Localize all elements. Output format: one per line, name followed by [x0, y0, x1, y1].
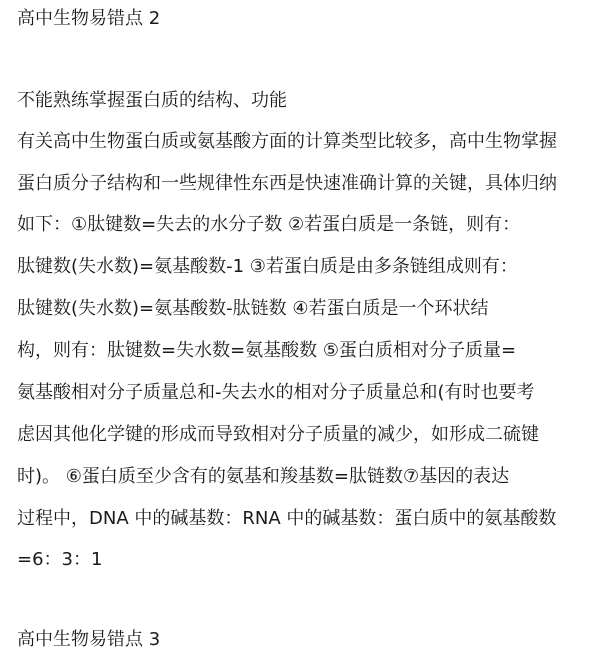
body-line: 虑因其他化学键的形成而导致相对分子质量的减少，如形成二硫键 — [17, 424, 539, 445]
body-line: 时)。 ⑥蛋白质至少含有的氨基和羧基数=肽链数⑦基因的表达 — [17, 466, 510, 487]
body-line: 蛋白质分子结构和一些规律性东西是快速准确计算的关键，具体归纳 — [17, 173, 557, 194]
body-line: 有关高中生物蛋白质或氨基酸方面的计算类型比较多，高中生物掌握 — [17, 131, 557, 152]
body-line: 构，则有：肽键数=失水数=氨基酸数 ⑤蛋白质相对分子质量= — [17, 340, 517, 361]
page-title: 高中生物易错点 2 — [17, 8, 161, 29]
next-section-title: 高中生物易错点 3 — [17, 629, 161, 650]
body-line: 如下：①肽键数=失去的水分子数 ②若蛋白质是一条链，则有： — [17, 214, 521, 235]
section-heading: 不能熟练掌握蛋白质的结构、功能 — [17, 90, 287, 111]
body-line: 肽键数(失水数)=氨基酸数-肽链数 ④若蛋白质是一个环状结 — [17, 298, 489, 319]
body-line: =6：3：1 — [17, 549, 103, 570]
body-line: 肽键数(失水数)=氨基酸数-1 ③若蛋白质是由多条链组成则有： — [17, 256, 518, 277]
body-line: 过程中，DNA 中的碱基数：RNA 中的碱基数：蛋白质中的氨基酸数 — [17, 508, 557, 529]
body-line: 氨基酸相对分子质量总和-失去水的相对分子质量总和(有时也要考 — [17, 382, 535, 403]
